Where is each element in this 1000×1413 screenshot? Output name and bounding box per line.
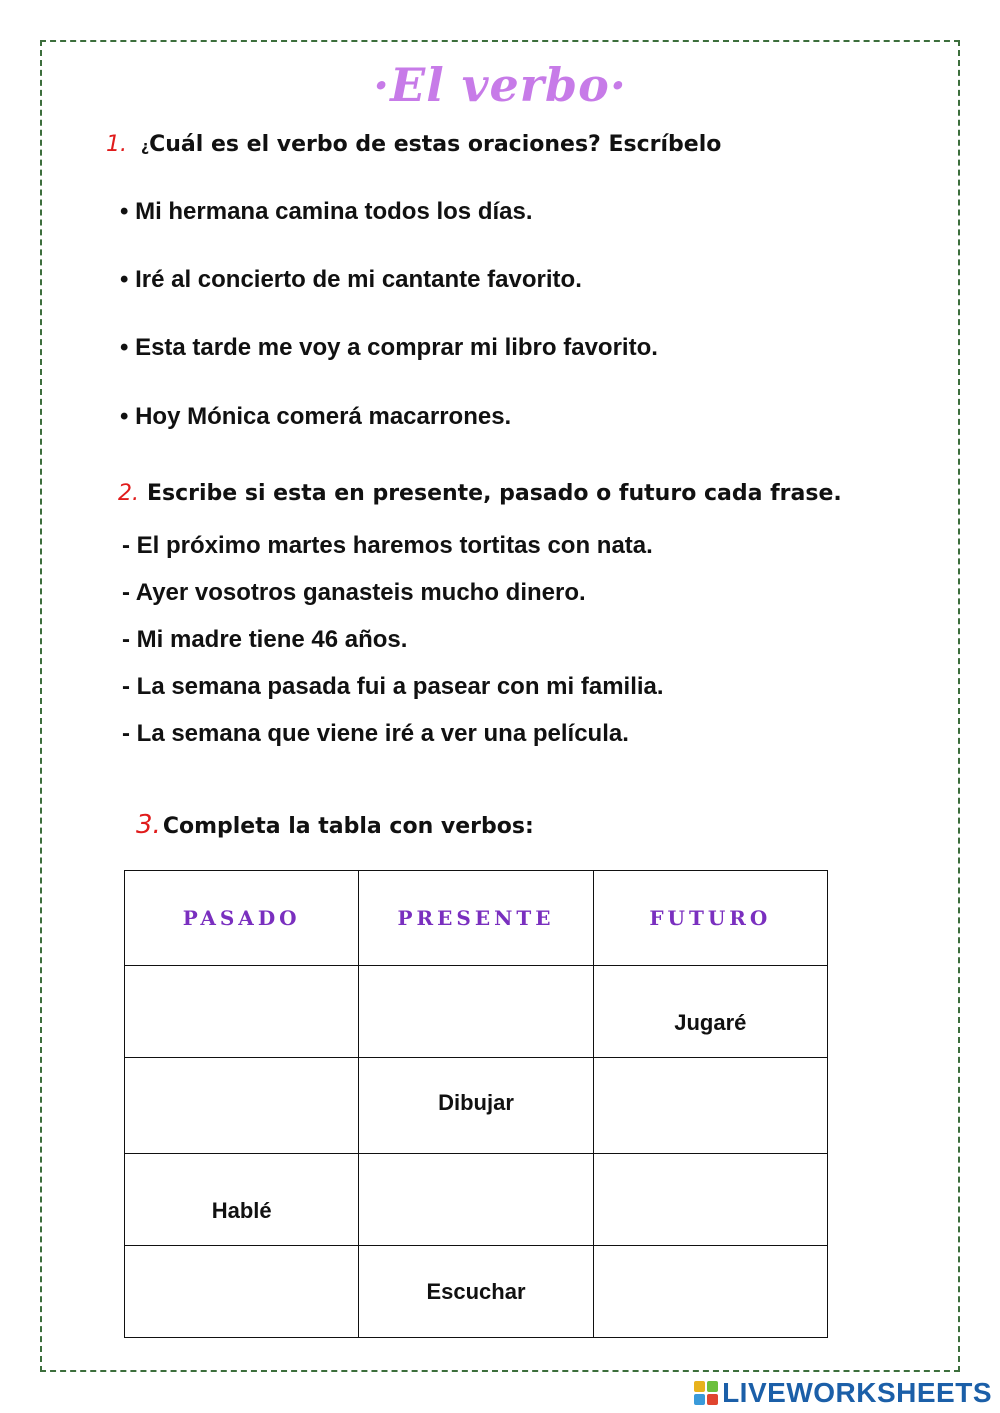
section-2-number: 2. bbox=[118, 481, 139, 506]
phrase-1: - El próximo martes haremos tortitas con nata. bbox=[122, 532, 653, 559]
phrase-4: - La semana pasada fui a pasear con mi familia. bbox=[122, 673, 664, 700]
table-row bbox=[125, 1246, 828, 1338]
table-cell[interactable] bbox=[593, 1246, 827, 1338]
page-title: ·El verbo· bbox=[373, 58, 627, 112]
phrase-3: - Mi madre tiene 46 años. bbox=[122, 626, 408, 653]
table-cell: Dibujar bbox=[359, 1058, 593, 1154]
table-cell[interactable] bbox=[593, 1058, 827, 1154]
section-3-heading bbox=[136, 810, 534, 840]
logo-mark-icon bbox=[694, 1381, 718, 1405]
table-header-row bbox=[125, 871, 828, 966]
table-cell[interactable] bbox=[125, 1058, 359, 1154]
phrase-2: - Ayer vosotros ganasteis mucho dinero. bbox=[122, 579, 586, 606]
header-pasado: PASADO bbox=[125, 871, 359, 966]
section-1-number: 1. bbox=[106, 132, 127, 157]
liveworksheets-logo[interactable] bbox=[694, 1376, 992, 1410]
table-cell[interactable] bbox=[125, 1246, 359, 1338]
verb-table bbox=[124, 870, 828, 1338]
table-cell[interactable] bbox=[125, 966, 359, 1058]
phrase-5: - La semana que viene iré a ver una película. bbox=[122, 720, 629, 747]
table-row bbox=[125, 1058, 828, 1154]
header-futuro: FUTURO bbox=[593, 871, 827, 966]
table-cell[interactable] bbox=[593, 1154, 827, 1246]
table-cell[interactable] bbox=[359, 966, 593, 1058]
section-2-text: Escribe si esta en presente, pasado o futuro cada frase. bbox=[147, 481, 842, 506]
table-cell[interactable] bbox=[359, 1154, 593, 1246]
brand-name: LIVEWORKSHEETS bbox=[722, 1377, 992, 1408]
section-1-heading bbox=[106, 132, 721, 157]
sentence-1: • Mi hermana camina todos los días. bbox=[120, 198, 533, 225]
table-cell: Hablé bbox=[125, 1154, 359, 1246]
section-1-open-mark: ¿ bbox=[141, 139, 150, 155]
table-cell: Escuchar bbox=[359, 1246, 593, 1338]
section-2-heading bbox=[118, 481, 842, 506]
header-presente: PRESENTE bbox=[359, 871, 593, 966]
table-cell: Jugaré bbox=[593, 966, 827, 1058]
sentence-3: • Esta tarde me voy a comprar mi libro favorito. bbox=[120, 334, 658, 361]
sentence-4: • Hoy Mónica comerá macarrones. bbox=[120, 403, 512, 430]
section-1-text: Cuál es el verbo de estas oraciones? Escríbelo bbox=[149, 132, 722, 157]
table-row bbox=[125, 1154, 828, 1246]
sentence-2: • Iré al concierto de mi cantante favorito. bbox=[120, 266, 582, 293]
section-3-number: 3. bbox=[136, 810, 161, 840]
table-row bbox=[125, 966, 828, 1058]
section-3-text: Completa la tabla con verbos: bbox=[162, 814, 534, 839]
